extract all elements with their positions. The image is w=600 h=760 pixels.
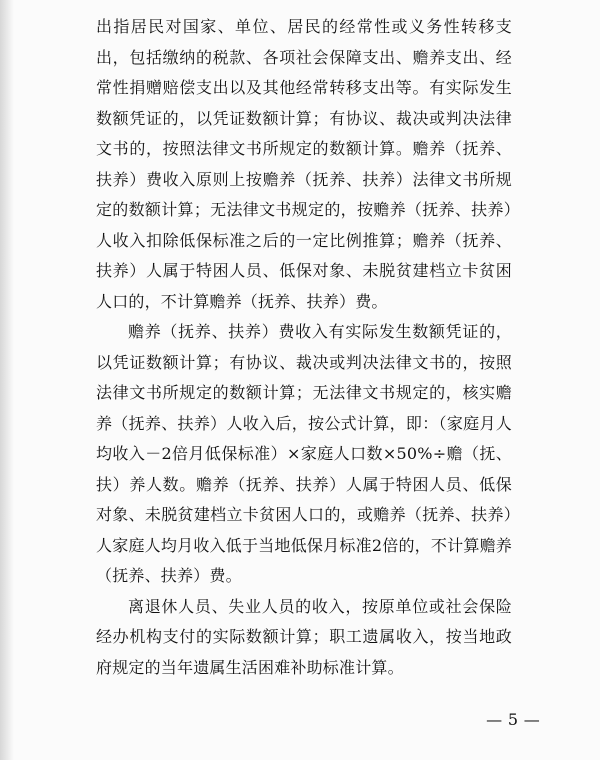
- paragraph-alimony-calculation: 赡养（抚养、扶养）费收入有实际发生数额凭证的，以凭证数额计算；有协议、裁决或判决法律文书的，按照法律文书所规定的数额计算；无法律文书规定的，核实赡养（抚养、扶养）人收入后，按公式计算，即：（家庭月人均收入－2倍月低保标准）×家庭人口数×50%÷赡（抚、扶）养人数。赡养（抚养、扶养）人属于特困人员、低保对象、未脱贫建档立卡贫困人口的，或赡养（抚养、扶养）人家庭人均月收入低于当地低保月标准2倍的，不计算赡养（抚养、扶养）费。: [96, 322, 512, 585]
- page-number: — 5 —: [486, 710, 540, 729]
- paragraph-retiree-income: 离退休人员、失业人员的收入，按原单位或社会保险经办机构支付的实际数额计算；职工遗属收入，按当地政府规定的当年遗属生活困难补助标准计算。: [96, 596, 512, 677]
- paragraph-continued: 出指居民对国家、单位、居民的经常性或义务性转移支出，包括缴纳的税款、各项社会保障支出、赡养支出、经常性捐赠赔偿支出以及其他经常转移支出等。有实际发生数额凭证的，以凭证数额计算；有协议、裁决或判决法律文书的，按照法律文书所规定的数额计算。赡养（抚养、扶养）费收入原则上按赡养（抚养、扶养）法律文书所规定的数额计算；无法律文书规定的，按赡养（抚养、扶养）人收入扣除低保标准之后的一定比例推算；赡养（抚养、扶养）人属于特困人员、低保对象、未脱贫建档立卡贫困人口的，不计算赡养（抚养、扶养）费。: [96, 17, 512, 311]
